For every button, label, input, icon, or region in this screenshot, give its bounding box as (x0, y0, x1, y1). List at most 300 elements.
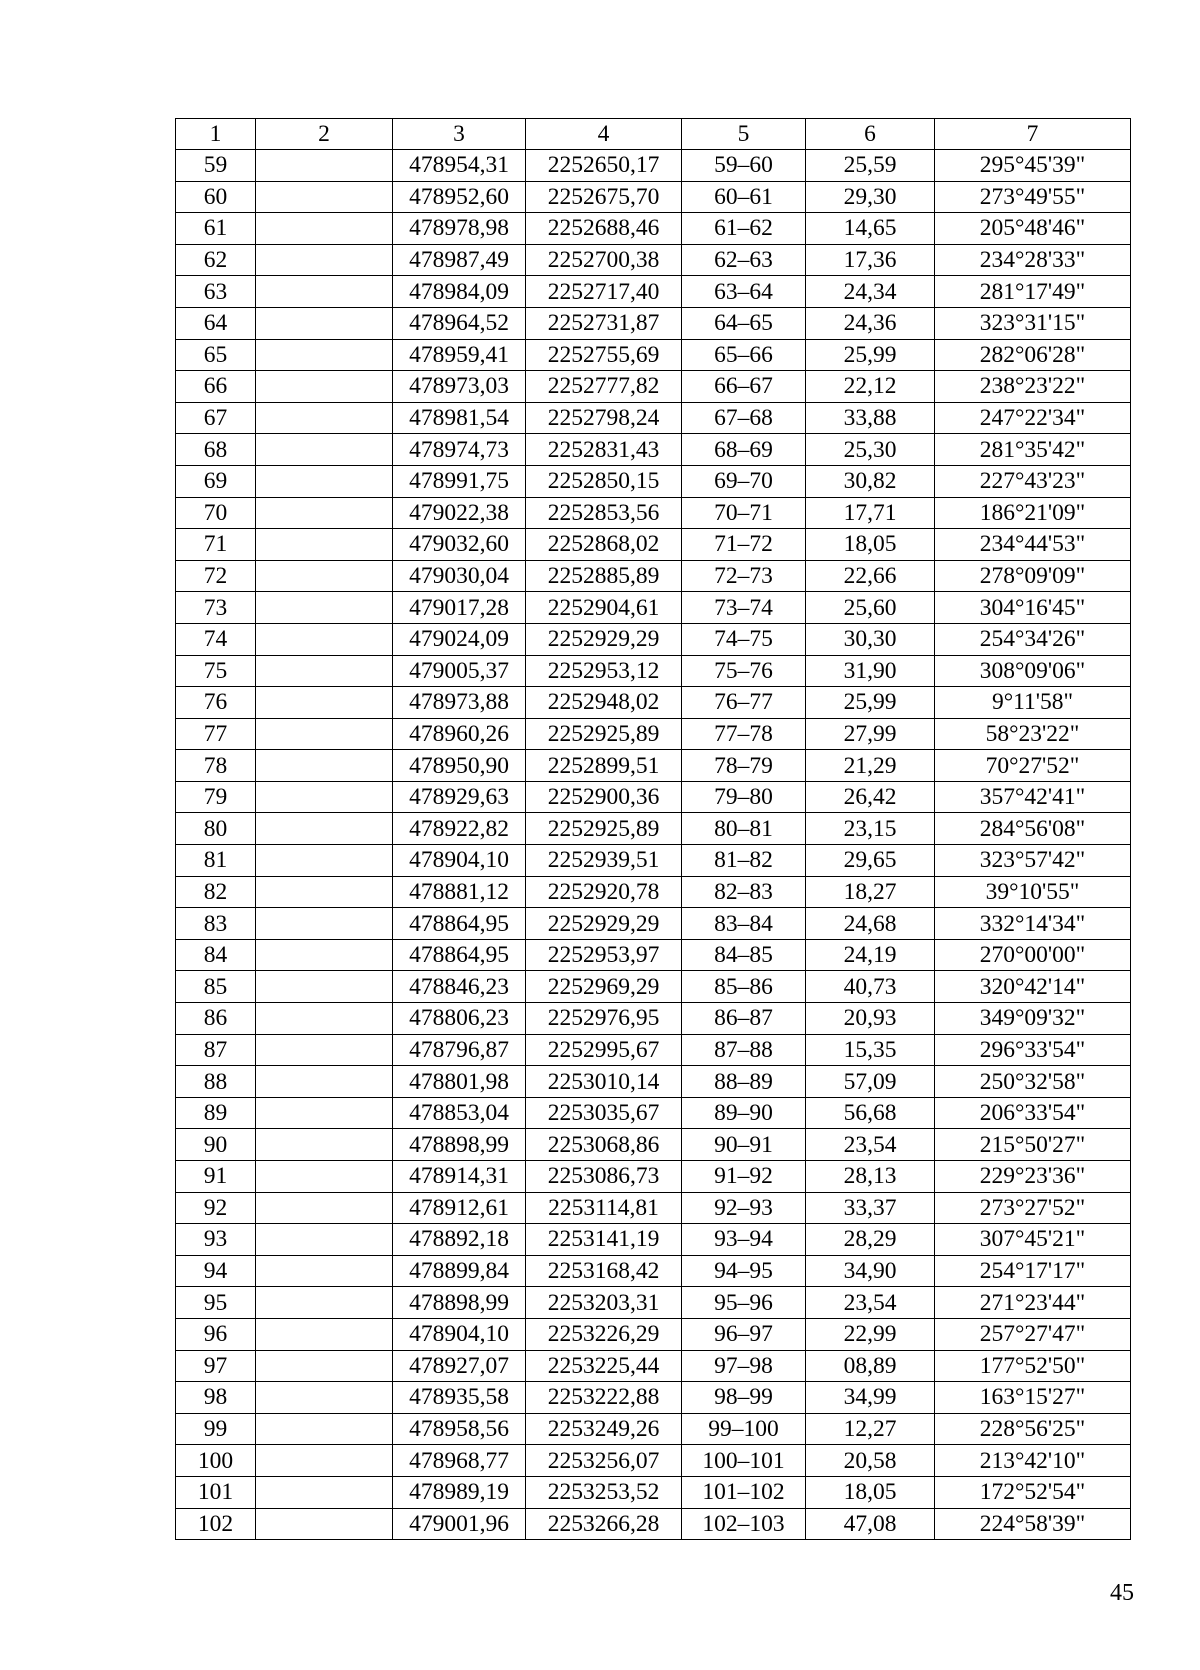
table-cell: 74–75 (682, 623, 806, 655)
table-cell (256, 971, 393, 1003)
table-cell (256, 1034, 393, 1066)
table-cell: 20,58 (806, 1445, 935, 1477)
table-cell: 71–72 (682, 529, 806, 561)
table-cell: 2253266,28 (526, 1508, 682, 1540)
table-cell: 478801,98 (393, 1066, 526, 1098)
table-cell (256, 687, 393, 719)
table-cell: 76 (176, 687, 256, 719)
table-cell: 229°23'36" (935, 1161, 1131, 1193)
table-cell: 88 (176, 1066, 256, 1098)
table-cell: 479001,96 (393, 1508, 526, 1540)
table-cell: 478806,23 (393, 1003, 526, 1035)
table-cell: 278°09'09" (935, 560, 1131, 592)
table-row (176, 560, 1131, 592)
table-cell: 77–78 (682, 718, 806, 750)
table-row (176, 592, 1131, 624)
table-cell: 78–79 (682, 750, 806, 782)
table-cell: 478922,82 (393, 813, 526, 845)
table-cell (256, 1003, 393, 1035)
table-cell: 89–90 (682, 1097, 806, 1129)
table-cell (256, 307, 393, 339)
table-cell: 2252853,56 (526, 497, 682, 529)
table-cell: 478864,95 (393, 939, 526, 971)
table-cell: 78 (176, 750, 256, 782)
table-cell: 22,99 (806, 1318, 935, 1350)
table-row (176, 1318, 1131, 1350)
table-cell (256, 1508, 393, 1540)
table-row (176, 939, 1131, 971)
table-row (176, 1255, 1131, 1287)
table-row (176, 371, 1131, 403)
table-row (176, 1066, 1131, 1098)
table-row (176, 781, 1131, 813)
table-cell: 478960,26 (393, 718, 526, 750)
table-cell: 33,37 (806, 1192, 935, 1224)
table-cell (256, 1161, 393, 1193)
table-row (176, 908, 1131, 940)
table-cell: 18,05 (806, 529, 935, 561)
table-cell: 2252929,29 (526, 623, 682, 655)
table-cell: 67–68 (682, 402, 806, 434)
table-cell: 25,59 (806, 150, 935, 182)
table-cell: 94 (176, 1255, 256, 1287)
table-cell: 24,36 (806, 307, 935, 339)
table-cell (256, 465, 393, 497)
table-cell: 281°17'49" (935, 276, 1131, 308)
table-cell: 69–70 (682, 465, 806, 497)
table-cell: 90 (176, 1129, 256, 1161)
table-cell: 71 (176, 529, 256, 561)
table-cell: 478904,10 (393, 845, 526, 877)
table-cell: 2252675,70 (526, 181, 682, 213)
table-cell: 177°52'50" (935, 1350, 1131, 1382)
table-row (176, 1161, 1131, 1193)
table-cell: 281°35'42" (935, 434, 1131, 466)
table-cell: 30,82 (806, 465, 935, 497)
table-cell: 2253168,42 (526, 1255, 682, 1287)
table-cell: 478929,63 (393, 781, 526, 813)
table-cell: 76–77 (682, 687, 806, 719)
table-cell: 28,13 (806, 1161, 935, 1193)
table-cell: 172°52'54" (935, 1476, 1131, 1508)
table-cell: 2252995,67 (526, 1034, 682, 1066)
table-cell: 97 (176, 1350, 256, 1382)
table-cell: 64 (176, 307, 256, 339)
table-cell (256, 181, 393, 213)
table-cell: 296°33'54" (935, 1034, 1131, 1066)
table-row (176, 1287, 1131, 1319)
table-cell: 22,12 (806, 371, 935, 403)
table-row (176, 1350, 1131, 1382)
table-cell (256, 845, 393, 877)
table-cell: 163°15'27" (935, 1382, 1131, 1414)
table-cell (256, 402, 393, 434)
table-cell: 2252948,02 (526, 687, 682, 719)
page-number: 45 (1110, 1580, 1134, 1606)
table-cell: 56,68 (806, 1097, 935, 1129)
table-cell: 2253035,67 (526, 1097, 682, 1129)
table-cell: 2252700,38 (526, 244, 682, 276)
table-cell (256, 1066, 393, 1098)
table-cell: 102–103 (682, 1508, 806, 1540)
table-cell: 65 (176, 339, 256, 371)
table-cell: 69 (176, 465, 256, 497)
table-cell: 273°27'52" (935, 1192, 1131, 1224)
table-cell: 2252731,87 (526, 307, 682, 339)
table-cell: 2252899,51 (526, 750, 682, 782)
table-cell: 85 (176, 971, 256, 1003)
table-row (176, 402, 1131, 434)
table-cell: 478989,19 (393, 1476, 526, 1508)
table-row (176, 1382, 1131, 1414)
table-cell (256, 276, 393, 308)
table-cell: 2253222,88 (526, 1382, 682, 1414)
table-row (176, 1476, 1131, 1508)
table-cell: 2252953,12 (526, 655, 682, 687)
table-cell: 271°23'44" (935, 1287, 1131, 1319)
table-cell: 91 (176, 1161, 256, 1193)
table-cell: 2252688,46 (526, 213, 682, 245)
table-cell (256, 718, 393, 750)
table-cell: 73 (176, 592, 256, 624)
table-row (176, 623, 1131, 655)
table-body (176, 119, 1131, 1540)
table-cell: 95 (176, 1287, 256, 1319)
table-cell: 75–76 (682, 655, 806, 687)
table-cell (256, 1476, 393, 1508)
table-cell: 186°21'09" (935, 497, 1131, 529)
table-row (176, 1192, 1131, 1224)
table-cell: 79–80 (682, 781, 806, 813)
table-cell: 59 (176, 150, 256, 182)
table-cell: 24,68 (806, 908, 935, 940)
table-row (176, 845, 1131, 877)
table-cell: 93–94 (682, 1224, 806, 1256)
table-cell: 30,30 (806, 623, 935, 655)
table-cell: 25,99 (806, 687, 935, 719)
table-cell: 81 (176, 845, 256, 877)
table-cell: 479030,04 (393, 560, 526, 592)
table-cell: 83–84 (682, 908, 806, 940)
table-cell: 224°58'39" (935, 1508, 1131, 1540)
table-cell (256, 213, 393, 245)
table-cell: 478904,10 (393, 1318, 526, 1350)
table-cell: 2253226,29 (526, 1318, 682, 1350)
table-header-row (176, 119, 1131, 150)
table-cell: 62 (176, 244, 256, 276)
table-row (176, 876, 1131, 908)
table-row (176, 244, 1131, 276)
table-cell: 31,90 (806, 655, 935, 687)
table-cell: 60–61 (682, 181, 806, 213)
table-cell: 70°27'52" (935, 750, 1131, 782)
table-cell: 96–97 (682, 1318, 806, 1350)
header-cell: 5 (682, 119, 806, 150)
table-cell: 9°11'58" (935, 687, 1131, 719)
table-cell: 58°23'22" (935, 718, 1131, 750)
table-cell (256, 560, 393, 592)
table-cell: 479017,28 (393, 592, 526, 624)
table-cell: 101–102 (682, 1476, 806, 1508)
table-cell: 478864,95 (393, 908, 526, 940)
table-cell: 323°57'42" (935, 845, 1131, 877)
table-cell: 77 (176, 718, 256, 750)
table-cell: 323°31'15" (935, 307, 1131, 339)
table-cell: 2252904,61 (526, 592, 682, 624)
table-row (176, 181, 1131, 213)
table-cell: 24,19 (806, 939, 935, 971)
table-cell: 80–81 (682, 813, 806, 845)
table-cell: 478954,31 (393, 150, 526, 182)
table-cell: 270°00'00" (935, 939, 1131, 971)
table-cell (256, 1129, 393, 1161)
table-cell: 18,27 (806, 876, 935, 908)
table-cell: 206°33'54" (935, 1097, 1131, 1129)
table-cell: 2253253,52 (526, 1476, 682, 1508)
table-cell: 20,93 (806, 1003, 935, 1035)
table-cell: 478853,04 (393, 1097, 526, 1129)
table-cell (256, 1445, 393, 1477)
table-cell: 28,29 (806, 1224, 935, 1256)
table-cell: 2252920,78 (526, 876, 682, 908)
table-cell: 59–60 (682, 150, 806, 182)
table-cell: 234°44'53" (935, 529, 1131, 561)
table-row (176, 1508, 1131, 1540)
table-cell: 332°14'34" (935, 908, 1131, 940)
table-cell: 257°27'47" (935, 1318, 1131, 1350)
header-cell: 7 (935, 119, 1131, 150)
table-row (176, 655, 1131, 687)
table-row (176, 465, 1131, 497)
table-cell: 47,08 (806, 1508, 935, 1540)
table-row (176, 971, 1131, 1003)
table-cell: 478899,84 (393, 1255, 526, 1287)
table-cell: 2252929,29 (526, 908, 682, 940)
table-cell: 17,36 (806, 244, 935, 276)
table-cell: 25,99 (806, 339, 935, 371)
table-cell: 23,15 (806, 813, 935, 845)
table-cell: 254°17'17" (935, 1255, 1131, 1287)
table-cell: 72–73 (682, 560, 806, 592)
table-cell: 2253010,14 (526, 1066, 682, 1098)
table-cell: 2252868,02 (526, 529, 682, 561)
table-cell (256, 434, 393, 466)
table-cell: 478796,87 (393, 1034, 526, 1066)
table-cell: 2253068,86 (526, 1129, 682, 1161)
table-row (176, 1413, 1131, 1445)
table-cell: 75 (176, 655, 256, 687)
table-cell: 18,05 (806, 1476, 935, 1508)
table-row (176, 813, 1131, 845)
table-cell: 25,30 (806, 434, 935, 466)
table-row (176, 687, 1131, 719)
table-row (176, 750, 1131, 782)
table-cell: 2253141,19 (526, 1224, 682, 1256)
table-cell: 2252976,95 (526, 1003, 682, 1035)
table-cell: 213°42'10" (935, 1445, 1131, 1477)
table-cell (256, 813, 393, 845)
table-cell (256, 876, 393, 908)
table-cell: 62–63 (682, 244, 806, 276)
table-cell: 68–69 (682, 434, 806, 466)
table-cell: 23,54 (806, 1287, 935, 1319)
table-cell: 14,65 (806, 213, 935, 245)
table-cell: 84–85 (682, 939, 806, 971)
table-cell (256, 939, 393, 971)
table-cell: 102 (176, 1508, 256, 1540)
table-cell: 228°56'25" (935, 1413, 1131, 1445)
table-cell: 478978,98 (393, 213, 526, 245)
table-cell: 478927,07 (393, 1350, 526, 1382)
table-cell: 86 (176, 1003, 256, 1035)
table-cell: 17,71 (806, 497, 935, 529)
table-cell (256, 1318, 393, 1350)
table-cell: 84 (176, 939, 256, 971)
table-cell (256, 1192, 393, 1224)
table-cell: 478950,90 (393, 750, 526, 782)
table-cell: 478964,52 (393, 307, 526, 339)
table-row (176, 1034, 1131, 1066)
table-cell: 92–93 (682, 1192, 806, 1224)
table-cell: 478898,99 (393, 1129, 526, 1161)
table-cell: 308°09'06" (935, 655, 1131, 687)
table-cell: 25,60 (806, 592, 935, 624)
table-cell: 21,29 (806, 750, 935, 782)
table-cell: 478935,58 (393, 1382, 526, 1414)
table-cell: 478952,60 (393, 181, 526, 213)
table-cell: 82 (176, 876, 256, 908)
table-cell: 80 (176, 813, 256, 845)
table-cell (256, 1097, 393, 1129)
table-cell: 284°56'08" (935, 813, 1131, 845)
table-row (176, 434, 1131, 466)
table-row (176, 497, 1131, 529)
table-cell (256, 339, 393, 371)
table-cell: 15,35 (806, 1034, 935, 1066)
table-cell: 87 (176, 1034, 256, 1066)
table-cell: 94–95 (682, 1255, 806, 1287)
table-cell: 282°06'28" (935, 339, 1131, 371)
coordinates-table-container (175, 118, 1131, 1540)
table-cell: 478973,88 (393, 687, 526, 719)
table-cell: 67 (176, 402, 256, 434)
table-cell (256, 1224, 393, 1256)
table-cell: 12,27 (806, 1413, 935, 1445)
table-cell: 357°42'41" (935, 781, 1131, 813)
table-cell: 478968,77 (393, 1445, 526, 1477)
table-cell: 320°42'14" (935, 971, 1131, 1003)
table-cell: 61 (176, 213, 256, 245)
table-cell: 101 (176, 1476, 256, 1508)
table-cell (256, 1350, 393, 1382)
table-cell: 215°50'27" (935, 1129, 1131, 1161)
table-cell: 2252900,36 (526, 781, 682, 813)
table-cell (256, 592, 393, 624)
table-cell: 29,30 (806, 181, 935, 213)
table-cell: 349°09'32" (935, 1003, 1131, 1035)
table-cell: 27,99 (806, 718, 935, 750)
table-row (176, 276, 1131, 308)
table-cell: 234°28'33" (935, 244, 1131, 276)
header-cell: 1 (176, 119, 256, 150)
table-cell: 2252969,29 (526, 971, 682, 1003)
table-cell: 93 (176, 1224, 256, 1256)
table-cell: 2253086,73 (526, 1161, 682, 1193)
table-cell: 91–92 (682, 1161, 806, 1193)
table-cell: 2253114,81 (526, 1192, 682, 1224)
table-cell: 89 (176, 1097, 256, 1129)
table-cell: 68 (176, 434, 256, 466)
table-cell: 478974,73 (393, 434, 526, 466)
table-cell: 63–64 (682, 276, 806, 308)
table-cell: 83 (176, 908, 256, 940)
table-row (176, 529, 1131, 561)
table-cell (256, 150, 393, 182)
table-cell: 99–100 (682, 1413, 806, 1445)
header-cell: 4 (526, 119, 682, 150)
table-row (176, 307, 1131, 339)
table-cell: 40,73 (806, 971, 935, 1003)
table-cell: 479005,37 (393, 655, 526, 687)
table-cell (256, 655, 393, 687)
table-cell: 100 (176, 1445, 256, 1477)
table-cell: 2252953,97 (526, 939, 682, 971)
table-cell: 98 (176, 1382, 256, 1414)
table-cell: 60 (176, 181, 256, 213)
table-cell (256, 908, 393, 940)
table-cell: 74 (176, 623, 256, 655)
table-cell: 478984,09 (393, 276, 526, 308)
table-row (176, 718, 1131, 750)
table-cell: 2253225,44 (526, 1350, 682, 1382)
header-cell: 2 (256, 119, 393, 150)
table-cell: 478892,18 (393, 1224, 526, 1256)
table-cell: 247°22'34" (935, 402, 1131, 434)
table-cell: 29,65 (806, 845, 935, 877)
table-cell (256, 750, 393, 782)
table-cell: 2252939,51 (526, 845, 682, 877)
table-cell: 478898,99 (393, 1287, 526, 1319)
table-cell: 65–66 (682, 339, 806, 371)
table-cell: 88–89 (682, 1066, 806, 1098)
table-cell: 61–62 (682, 213, 806, 245)
table-cell: 478846,23 (393, 971, 526, 1003)
table-cell (256, 371, 393, 403)
table-cell: 95–96 (682, 1287, 806, 1319)
table-cell: 479022,38 (393, 497, 526, 529)
table-cell: 227°43'23" (935, 465, 1131, 497)
table-row (176, 1129, 1131, 1161)
table-cell: 478881,12 (393, 876, 526, 908)
table-cell: 479024,09 (393, 623, 526, 655)
table-cell: 2252650,17 (526, 150, 682, 182)
table-cell (256, 497, 393, 529)
table-cell: 2252925,89 (526, 718, 682, 750)
table-cell: 98–99 (682, 1382, 806, 1414)
header-cell: 6 (806, 119, 935, 150)
table-cell: 90–91 (682, 1129, 806, 1161)
table-cell: 304°16'45" (935, 592, 1131, 624)
table-cell: 2253256,07 (526, 1445, 682, 1477)
table-cell: 86–87 (682, 1003, 806, 1035)
table-cell: 08,89 (806, 1350, 935, 1382)
table-cell: 92 (176, 1192, 256, 1224)
table-cell: 34,90 (806, 1255, 935, 1287)
header-cell: 3 (393, 119, 526, 150)
table-cell: 273°49'55" (935, 181, 1131, 213)
table-cell: 82–83 (682, 876, 806, 908)
table-cell: 478987,49 (393, 244, 526, 276)
